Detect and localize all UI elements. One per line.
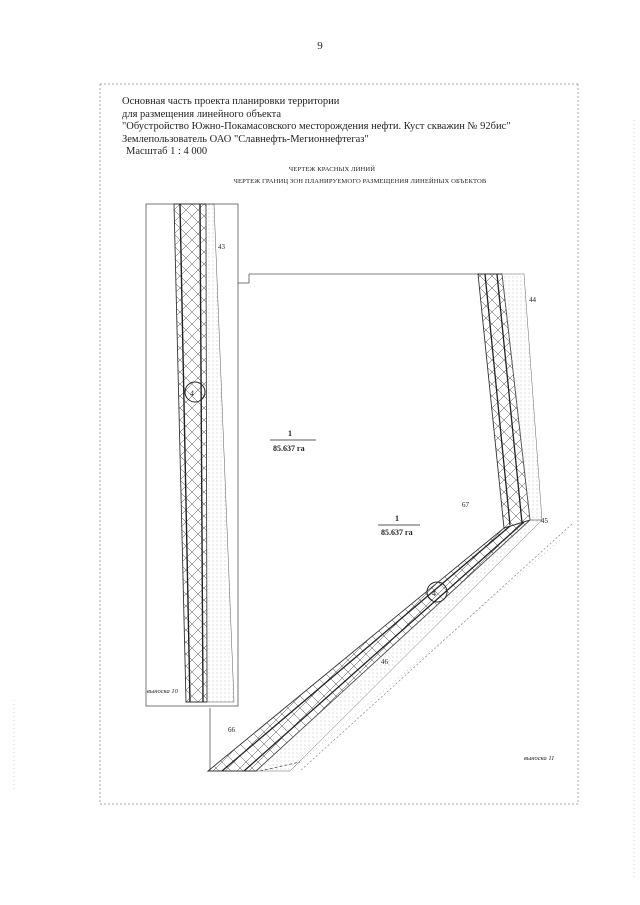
header-line-purpose: для размещения линейного объекта	[122, 108, 281, 120]
parcel-label-left	[270, 429, 316, 453]
corridor-vertical	[174, 204, 234, 702]
scan-edge-marks	[14, 120, 634, 880]
callout-right: выноска 11	[524, 755, 555, 762]
corridor-right	[478, 274, 542, 528]
page-number: 9	[317, 40, 323, 52]
callout-left: выноска 10	[147, 688, 178, 695]
header-line-scale: Масштаб 1 : 4 000	[126, 146, 208, 157]
point-label-67: 67	[462, 501, 469, 509]
marker-left-label: 4	[190, 389, 194, 398]
parcel-right-area: 85.637 га	[381, 528, 413, 537]
point-label-66: 66	[228, 726, 235, 734]
parcel-left-number: 1	[288, 429, 292, 438]
point-label-45: 45	[541, 517, 548, 525]
marker-right-label: 4	[432, 589, 436, 598]
parcel-label-right	[378, 514, 420, 537]
drawing-title-red-lines: ЧЕРТЕЖ КРАСНЫХ ЛИНИЙ	[288, 166, 376, 173]
corridor-diagonal	[208, 520, 572, 771]
point-label-46: 46	[381, 658, 388, 666]
header-line-landuser: Землепользователь ОАО "Славнефть-Мегионнефтегаз"	[122, 133, 369, 145]
header-line-object: "Обустройство Южно-Покамасовского месторождения нефти. Куст скважин № 92бис"	[122, 121, 511, 132]
parcel-left-area: 85.637 га	[273, 444, 305, 453]
point-label-44: 44	[529, 296, 536, 304]
header-line-project: Основная часть проекта планировки территории	[122, 96, 340, 107]
parcel-right-number: 1	[395, 514, 399, 523]
drawing-title-zones: ЧЕРТЕЖ ГРАНИЦ ЗОН ПЛАНИРУЕМОГО РАЗМЕЩЕНИЯ ЛИНЕЙНЫХ ОБЪЕКТОВ	[233, 178, 487, 185]
point-label-43: 43	[218, 243, 225, 251]
